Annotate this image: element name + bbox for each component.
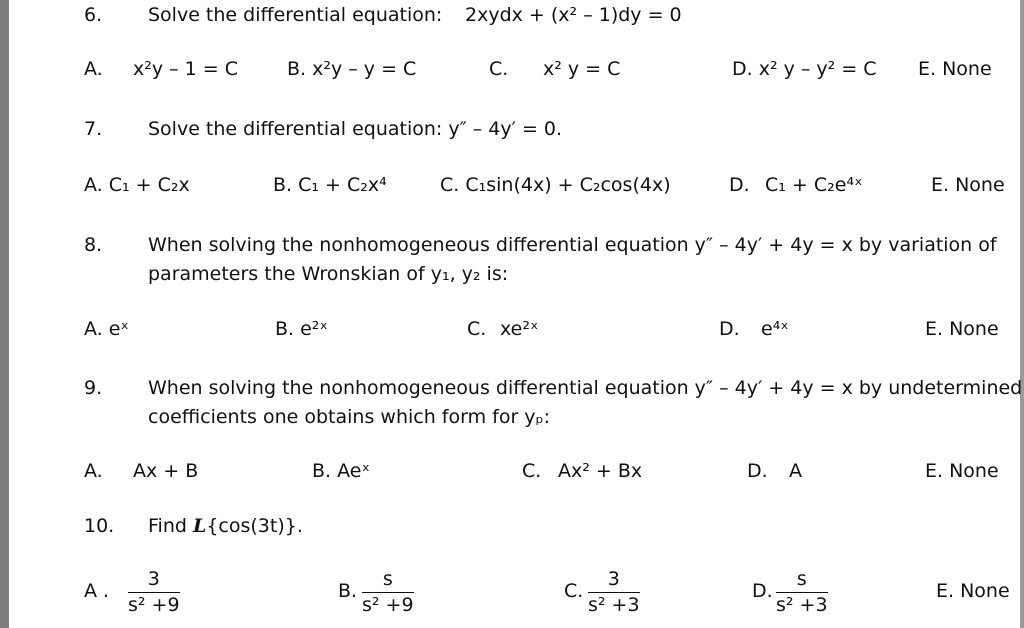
- right-window-edge: [1020, 0, 1024, 628]
- q8-option-b[interactable]: B. e²ˣ: [275, 318, 328, 340]
- q7-option-d[interactable]: C₁ + C₂e⁴ˣ: [765, 174, 863, 196]
- q8-prompt-line1: When solving the nonhomogeneous differential equation y″ – 4y′ + 4y = x by variation of: [148, 234, 997, 256]
- q10-option-c-numerator: 3: [607, 568, 620, 590]
- q6-prompt: Solve the differential equation:: [148, 4, 443, 26]
- q9-option-a-label[interactable]: A.: [84, 460, 103, 482]
- q10-option-b-fraction[interactable]: [362, 570, 414, 615]
- q7-option-a[interactable]: A. C₁ + C₂x: [84, 174, 190, 196]
- q7-prompt: Solve the differential equation: y″ – 4y′ = 0.: [148, 118, 563, 140]
- q8-option-a[interactable]: A. eˣ: [84, 318, 129, 340]
- q7-option-d-label[interactable]: D.: [729, 174, 750, 196]
- q6-option-c-label[interactable]: C.: [489, 58, 509, 80]
- q7-number: 7.: [84, 118, 103, 140]
- q7-option-e[interactable]: E. None: [931, 174, 1005, 196]
- q9-option-c-label[interactable]: C.: [522, 460, 542, 482]
- q9-option-d[interactable]: A: [789, 460, 802, 482]
- q8-option-e[interactable]: E. None: [925, 318, 999, 340]
- laplace-transform-symbol: L: [192, 515, 207, 537]
- q10-number: 10.: [84, 515, 115, 537]
- q6-option-a-label[interactable]: A.: [84, 58, 103, 80]
- q8-option-c-label[interactable]: C.: [467, 318, 487, 340]
- q10-option-b-label[interactable]: B.: [338, 580, 358, 602]
- q6-option-b[interactable]: B. x²y – y = C: [287, 58, 417, 80]
- q10-prompt: [148, 517, 303, 536]
- left-window-edge: [0, 0, 9, 628]
- q10-option-d-denominator: s² +3: [776, 594, 828, 616]
- q10-option-a-denominator: s² +9: [128, 594, 180, 616]
- q10-option-a-numerator: 3: [147, 568, 160, 590]
- q9-option-d-label[interactable]: D.: [747, 460, 768, 482]
- q9-option-a[interactable]: Ax + B: [133, 460, 199, 482]
- q6-option-d[interactable]: D. x² y – y² = C: [732, 58, 877, 80]
- q8-number: 8.: [84, 234, 103, 256]
- q10-option-c-denominator: s² +3: [588, 594, 640, 616]
- q10-option-a-fraction[interactable]: [128, 570, 180, 615]
- q9-option-b[interactable]: B. Aeˣ: [312, 460, 370, 482]
- q10-prompt-argument: {cos(3t)}.: [206, 515, 303, 537]
- q10-prompt-find: Find: [148, 515, 193, 537]
- q10-option-d-numerator: s: [796, 568, 807, 590]
- q6-option-e[interactable]: E. None: [918, 58, 992, 80]
- q10-option-d-fraction[interactable]: [776, 570, 828, 615]
- q10-option-e[interactable]: E. None: [936, 580, 1010, 602]
- q9-option-c[interactable]: Ax² + Bx: [558, 460, 643, 482]
- q10-option-b-numerator: s: [382, 568, 393, 590]
- q6-number: 6.: [84, 4, 103, 26]
- q10-option-d-label[interactable]: D.: [752, 580, 773, 602]
- q8-prompt-line2: parameters the Wronskian of y₁, y₂ is:: [148, 263, 509, 285]
- q8-option-d[interactable]: e⁴ˣ: [761, 318, 789, 340]
- q9-option-e[interactable]: E. None: [925, 460, 999, 482]
- q8-option-d-label[interactable]: D.: [719, 318, 740, 340]
- q6-equation: 2xydx + (x² – 1)dy = 0: [465, 4, 682, 26]
- q8-option-c[interactable]: xe²ˣ: [500, 318, 539, 340]
- q9-prompt-line2: coefficients one obtains which form for yₚ:: [148, 406, 551, 428]
- q10-option-c-fraction[interactable]: [588, 570, 640, 615]
- q6-option-c[interactable]: x² y = C: [543, 58, 621, 80]
- q9-number: 9.: [84, 377, 103, 399]
- q10-option-b-denominator: s² +9: [362, 594, 414, 616]
- q10-option-a-label[interactable]: A .: [84, 580, 110, 602]
- q7-option-b[interactable]: B. C₁ + C₂x⁴: [273, 174, 387, 196]
- q6-option-a[interactable]: x²y – 1 = C: [133, 58, 239, 80]
- q9-prompt-line1: When solving the nonhomogeneous differential equation y″ – 4y′ + 4y = x by undetermined: [148, 377, 1023, 399]
- q7-option-c[interactable]: C. C₁sin(4x) + C₂cos(4x): [440, 174, 671, 196]
- q10-option-c-label[interactable]: C.: [564, 580, 584, 602]
